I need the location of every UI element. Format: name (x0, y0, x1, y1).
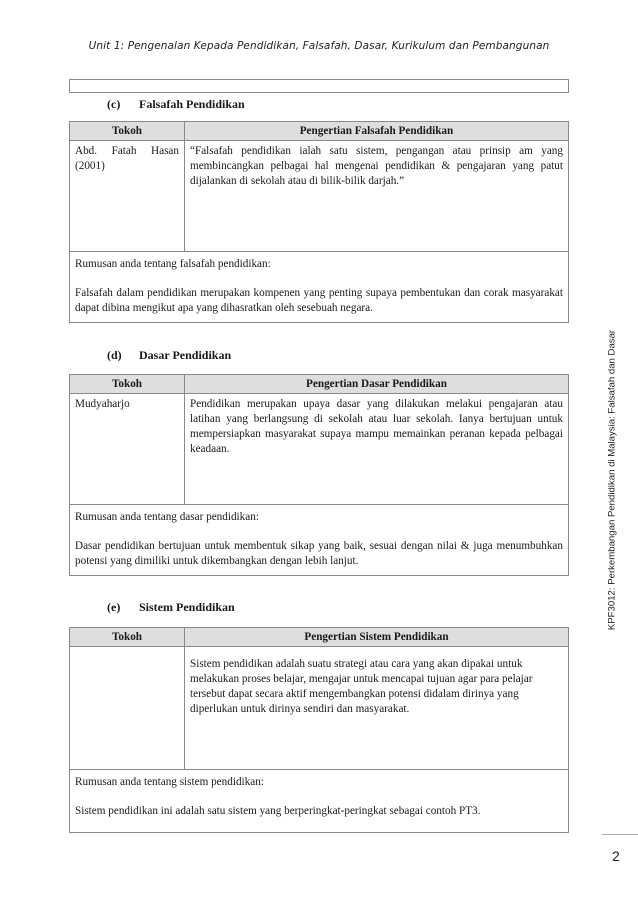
section-c-rumusan-text: Falsafah dalam pendidikan merupakan kompenen yang penting supaya pembentukan dan corak masyarakat dapat dibina mengikut apa yang dihasratkan oleh sesebuah negara. (75, 287, 563, 314)
page-number-rule (602, 834, 638, 835)
section-e-rumusan-label: Rumusan anda tentang sistem pendidikan: (75, 776, 264, 788)
section-d-table (69, 374, 569, 576)
side-course-title: KPF3012: Perkembangan Pendidikan di Malaysia: Falsafah dan Dasar (606, 329, 618, 631)
section-c-tokoh: Abd. Fatah Hasan (2001) (70, 141, 185, 252)
section-c-col2-header: Pengertian Falsafah Pendidikan (185, 122, 569, 141)
top-empty-box (69, 79, 569, 93)
section-c-header-row (70, 122, 569, 141)
section-c-rumusan-row (70, 252, 569, 323)
section-d-tokoh: Mudyaharjo (70, 394, 185, 505)
section-d-heading (107, 348, 231, 363)
section-e-col2-header: Pengertian Sistem Pendidikan (185, 628, 569, 647)
page-number: 2 (612, 848, 620, 864)
section-e-rumusan-text: Sistem pendidikan ini adalah satu sistem yang berperingkat-peringkat sebagai contoh PT3. (75, 805, 481, 817)
section-d-col1-header: Tokoh (70, 375, 185, 394)
section-d-col2-header: Pengertian Dasar Pendidikan (185, 375, 569, 394)
section-c-col1-header: Tokoh (70, 122, 185, 141)
section-c-table (69, 121, 569, 323)
section-c-definition: “Falsafah pendidikan ialah satu sistem, pengangan atau prinsip am yang membincangkan pelbagai hal mengenai pendidikan & pengajaran yang patut dijalankan di sekolah atau di bilik-bilik darjah.” (185, 141, 569, 252)
section-d-title: Dasar Pendidikan (139, 348, 232, 362)
section-c-definition-row (70, 141, 569, 252)
section-e-tokoh (70, 647, 185, 770)
section-e-definition: Sistem pendidikan adalah suatu strategi atau cara yang akan dipakai untuk melakukan proses belajar, mengajar untuk mencapai tujuan agar para pelajar tersebut dapat secara aktif mengembangkan potensi didalam dirinya yang diperlukan untuk dirinya sendiri dan masyarakat. (185, 647, 569, 770)
section-d-rumusan-row (70, 505, 569, 576)
running-head: Unit 1: Pengenalan Kepada Pendidikan, Falsafah, Dasar, Kurikulum dan Pembangunan (88, 40, 550, 52)
section-c-rumusan-cell (70, 252, 569, 323)
section-e-rumusan-cell (70, 770, 569, 833)
section-d-letter: (d) (107, 348, 122, 362)
section-e-letter: (e) (107, 600, 121, 614)
section-d-rumusan-text: Dasar pendidikan bertujuan untuk membentuk sikap yang baik, sesuai dengan nilai & juga menumbuhkan potensi yang dimiliki untuk dikembangkan dengan lebih lanjut. (75, 540, 563, 567)
section-d-rumusan-cell (70, 505, 569, 576)
section-e-rumusan-row (70, 770, 569, 833)
section-e-table (69, 627, 569, 833)
section-e-col1-header: Tokoh (70, 628, 185, 647)
section-d-definition-row (70, 394, 569, 505)
section-c-title: Falsafah Pendidikan (139, 97, 245, 111)
section-d-header-row (70, 375, 569, 394)
section-e-title: Sistem Pendidikan (139, 600, 235, 614)
section-c-letter: (c) (107, 97, 121, 111)
section-e-header-row (70, 628, 569, 647)
section-c-rumusan-label: Rumusan anda tentang falsafah pendidikan: (75, 258, 271, 270)
section-c-heading (107, 97, 245, 112)
section-d-rumusan-label: Rumusan anda tentang dasar pendidikan: (75, 511, 259, 523)
section-e-heading (107, 600, 235, 615)
section-d-definition: Pendidikan merupakan upaya dasar yang dilakukan melakui pengajaran atau latihan yang berlangsung di sekolah atau luar sekolah. Ianya bertujuan untuk mempersiapkan masyarakat supaya mampu memainkan peranan kepada pelbagai keadaan. (185, 394, 569, 505)
section-e-definition-row (70, 647, 569, 770)
